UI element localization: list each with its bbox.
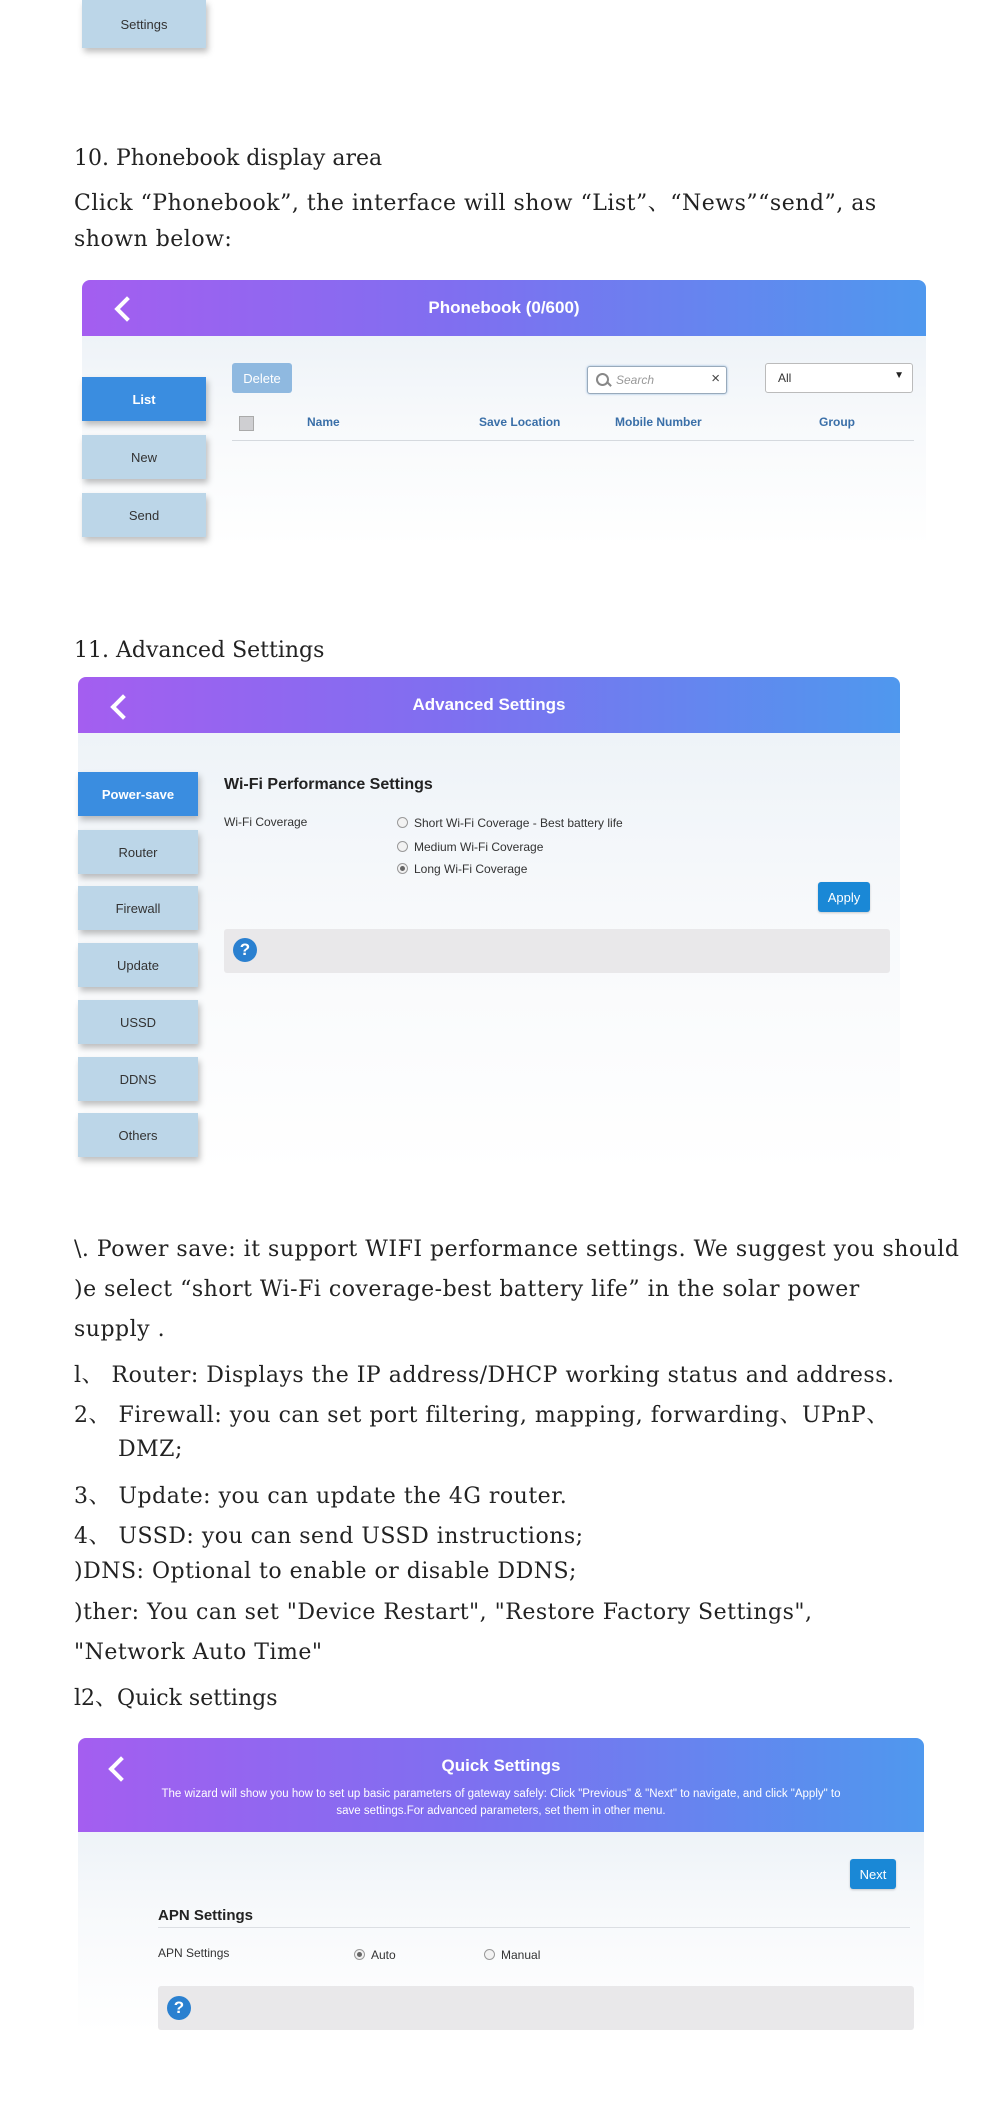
note-line-5: 2、 Firewall: you can set port filtering, mapping, forwarding、UPnP、 xyxy=(74,1403,889,1428)
sidebar-item-label: Others xyxy=(118,1127,158,1143)
radio-label: Long Wi-Fi Coverage xyxy=(414,862,528,876)
note-line-1: \. Power save: it support WIFI performance settings. We suggest you should xyxy=(74,1237,960,1262)
delete-button-label: Delete xyxy=(243,370,281,386)
apply-button-label: Apply xyxy=(827,889,861,905)
note-line-9: )DNS: Optional to enable or disable DDNS; xyxy=(74,1559,577,1584)
column-header-group: Group xyxy=(819,415,855,429)
radio-manual[interactable] xyxy=(484,1948,540,1962)
radio-long-coverage[interactable] xyxy=(397,862,527,876)
radio-icon xyxy=(484,1949,495,1960)
delete-button[interactable] xyxy=(232,363,292,393)
search-placeholder: Search xyxy=(616,373,655,387)
note-line-11: "Network Auto Time" xyxy=(74,1640,323,1665)
radio-label: Short Wi-Fi Coverage - Best battery life xyxy=(414,816,623,830)
next-button-label: Next xyxy=(859,1866,887,1882)
sidebar-item-ddns[interactable] xyxy=(78,1057,198,1101)
note-line-8: 4、 USSD: you can send USSD instructions; xyxy=(74,1524,584,1549)
phonebook-title: Phonebook (0/600) xyxy=(428,298,580,317)
phonebook-header xyxy=(82,280,926,336)
search-icon-handle xyxy=(606,381,612,387)
select-all-checkbox[interactable] xyxy=(239,416,254,431)
clear-icon[interactable]: × xyxy=(711,370,720,387)
sidebar-item-label: Firewall xyxy=(115,900,161,916)
apn-settings-title: APN Settings xyxy=(158,1907,254,1924)
help-icon[interactable]: ? xyxy=(167,1996,191,2020)
sidebar-item-label: List xyxy=(132,391,156,407)
radio-medium-coverage[interactable] xyxy=(397,840,543,854)
group-select[interactable] xyxy=(765,363,913,393)
sidebar-item-label: New xyxy=(130,449,157,465)
sidebar-item-router[interactable] xyxy=(78,830,198,874)
quick-subtitle-line-2: save settings.For advanced parameters, set them in other menu. xyxy=(336,1805,666,1817)
radio-icon xyxy=(397,817,408,828)
radio-icon xyxy=(397,841,408,852)
advanced-header xyxy=(78,677,900,733)
section-12-heading: l2、Quick settings xyxy=(74,1686,278,1711)
note-line-6: DMZ; xyxy=(118,1437,183,1462)
quick-subtitle-line-1: The wizard will show you how to set up basic parameters of gateway safely: Click "Previous" & "Next" to navigate, and click "Apply" to xyxy=(161,1788,841,1800)
sidebar-item-label: DDNS xyxy=(119,1071,157,1087)
section-10-paragraph-line-1: Click “Phonebook”, the interface will show “List”、“News”“send”, as xyxy=(74,191,877,216)
quick-title: Quick Settings xyxy=(441,1756,561,1775)
group-select-value: All xyxy=(778,371,792,385)
quick-header xyxy=(78,1738,924,1832)
apn-divider xyxy=(158,1927,910,1928)
sidebar-item-update[interactable] xyxy=(78,943,198,987)
column-header-name: Name xyxy=(307,415,340,429)
apply-button[interactable] xyxy=(818,882,870,912)
note-line-3: supply . xyxy=(74,1317,166,1342)
help-bar xyxy=(224,929,890,973)
sidebar-item-label: USSD xyxy=(119,1014,157,1030)
settings-button-label: Settings xyxy=(120,16,168,32)
radio-auto[interactable] xyxy=(354,1948,396,1962)
column-header-save-location: Save Location xyxy=(479,415,561,429)
chevron-down-icon: ▼ xyxy=(894,370,904,381)
search-input[interactable] xyxy=(587,366,727,394)
column-header-mobile-number: Mobile Number xyxy=(615,415,702,429)
section-11-heading: 11. Advanced Settings xyxy=(74,638,325,663)
note-line-10: )ther: You can set "Device Restart", "Restore Factory Settings", xyxy=(74,1600,813,1625)
wifi-coverage-label: Wi-Fi Coverage xyxy=(224,815,308,829)
sidebar-item-label: Update xyxy=(117,957,159,973)
note-line-2: )e select “short Wi-Fi coverage-best battery life” in the solar power xyxy=(74,1277,860,1302)
next-button[interactable] xyxy=(850,1859,896,1889)
radio-icon-selected xyxy=(354,1949,365,1960)
sidebar-item-firewall[interactable] xyxy=(78,886,198,930)
radio-short-coverage[interactable] xyxy=(397,816,623,830)
help-icon[interactable]: ? xyxy=(233,938,257,962)
sidebar-item-new[interactable] xyxy=(82,435,206,479)
sidebar-item-label: Power-save xyxy=(101,786,175,802)
radio-icon-selected xyxy=(397,863,408,874)
table-header-divider xyxy=(232,440,914,441)
wifi-performance-title: Wi-Fi Performance Settings xyxy=(224,776,433,793)
radio-label: Auto xyxy=(371,1948,396,1962)
sidebar-item-others[interactable] xyxy=(78,1113,198,1157)
sidebar-item-send[interactable] xyxy=(82,493,206,537)
note-line-4: l、 Router: Displays the IP address/DHCP working status and address. xyxy=(74,1363,895,1388)
section-10-paragraph-line-2: shown below: xyxy=(74,227,233,252)
note-line-7: 3、 Update: you can update the 4G router. xyxy=(74,1484,568,1509)
radio-label: Medium Wi-Fi Coverage xyxy=(414,840,544,854)
help-bar xyxy=(158,1986,914,2030)
apn-field-label: APN Settings xyxy=(158,1946,230,1960)
radio-label: Manual xyxy=(501,1948,541,1962)
sidebar-item-power-save[interactable] xyxy=(78,772,198,816)
settings-button[interactable] xyxy=(82,0,206,48)
advanced-title: Advanced Settings xyxy=(412,695,566,714)
sidebar-item-label: Router xyxy=(118,844,158,860)
section-10-heading: 10. Phonebook display area xyxy=(74,146,383,171)
sidebar-item-label: Send xyxy=(128,507,160,523)
sidebar-item-list[interactable] xyxy=(82,377,206,421)
sidebar-item-ussd[interactable] xyxy=(78,1000,198,1044)
